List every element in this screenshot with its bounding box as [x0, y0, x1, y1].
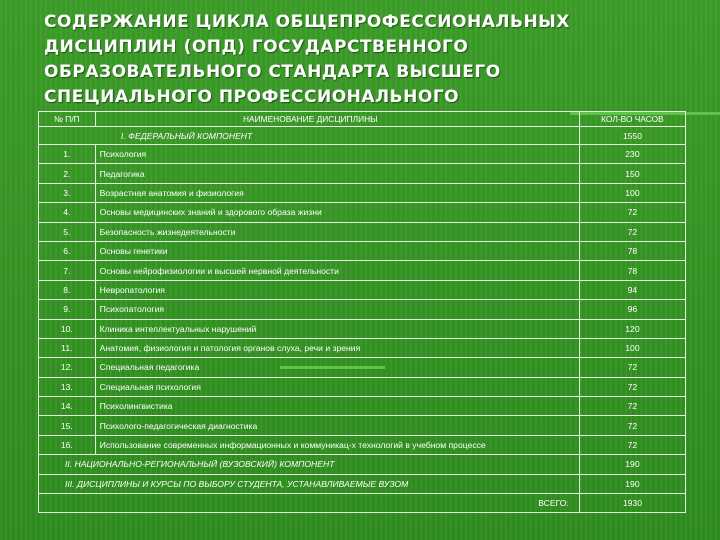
elective-component-hours: 190: [579, 474, 685, 493]
table-row: [39, 183, 686, 202]
row-name: Психолого-педагогическая диагностика: [95, 416, 579, 435]
row-name: Психолингвистика: [95, 397, 579, 416]
regional-component-row: [39, 455, 686, 474]
federal-component-row: [39, 127, 686, 145]
row-hours: 72: [579, 377, 685, 396]
table-row: [39, 241, 686, 260]
curriculum-table: [38, 111, 686, 513]
table-row: [39, 397, 686, 416]
row-hours: 100: [579, 183, 685, 202]
title-line-2: ДИСЦИПЛИН (ОПД) ГОСУДАРСТВЕННОГО: [44, 37, 469, 57]
row-num: 6.: [39, 241, 96, 260]
header-hours: КОЛ-ВО ЧАСОВ: [579, 112, 685, 127]
regional-component-label: II. НАЦИОНАЛЬНО-РЕГИОНАЛЬНЫЙ (ВУЗОВСКИЙ) КОМПОНЕНТ: [39, 455, 580, 474]
row-name: Психология: [95, 145, 579, 164]
total-label: ВСЕГО:: [39, 494, 580, 513]
row-name: Специальная психология: [95, 377, 579, 396]
table-row: [39, 280, 686, 299]
row-num: 2.: [39, 164, 96, 183]
table-row: [39, 377, 686, 396]
row-hours: 72: [579, 397, 685, 416]
table-row: [39, 435, 686, 454]
row-hours: 120: [579, 319, 685, 338]
row-num: 7.: [39, 261, 96, 280]
row-name: Возрастная анатомия и физиология: [95, 183, 579, 202]
federal-component-hours: 1550: [579, 127, 685, 145]
row-hours: 94: [579, 280, 685, 299]
row-name: Специальная педагогика: [95, 358, 579, 377]
row-num: 16.: [39, 435, 96, 454]
regional-component-hours: 190: [579, 455, 685, 474]
table-row: [39, 300, 686, 319]
row-num: 9.: [39, 300, 96, 319]
row-num: 3.: [39, 183, 96, 202]
header-name: НАИМЕНОВАНИЕ ДИСЦИПЛИНЫ: [95, 112, 579, 127]
row-num: 15.: [39, 416, 96, 435]
elective-component-label: III. ДИСЦИПЛИНЫ И КУРСЫ ПО ВЫБОРУ СТУДЕНТА, УСТАНАВЛИВАЕМЫЕ ВУЗОМ: [39, 474, 580, 493]
row-name: Клиника интеллектуальных нарушений: [95, 319, 579, 338]
row-num: 10.: [39, 319, 96, 338]
row-name: Основы нейрофизиологии и высшей нервной деятельности: [95, 261, 579, 280]
table-row: [39, 416, 686, 435]
row-num: 12.: [39, 358, 96, 377]
table-row: [39, 145, 686, 164]
table-row: [39, 319, 686, 338]
table-row: [39, 338, 686, 357]
row-hours: 72: [579, 416, 685, 435]
row-name: Основы медицинских знаний и здорового образа жизни: [95, 203, 579, 222]
row-num: 5.: [39, 222, 96, 241]
row-name: Основы генетики: [95, 241, 579, 260]
header-num: № П/П: [39, 112, 96, 127]
federal-component-label: I. ФЕДЕРАЛЬНЫЙ КОМПОНЕНТ: [39, 127, 580, 145]
row-num: 13.: [39, 377, 96, 396]
row-name: Использование современных информационных и коммуникац-х технологий в учебном процессе: [95, 435, 579, 454]
row-name: Психопатология: [95, 300, 579, 319]
page-title: [44, 10, 684, 110]
table-row: [39, 203, 686, 222]
row-num: 14.: [39, 397, 96, 416]
row-hours: 72: [579, 222, 685, 241]
table-row: [39, 164, 686, 183]
row-hours: 150: [579, 164, 685, 183]
row-hours: 72: [579, 435, 685, 454]
row-hours: 72: [579, 203, 685, 222]
row-num: 8.: [39, 280, 96, 299]
row-name: Невропатология: [95, 280, 579, 299]
row-hours: 100: [579, 338, 685, 357]
row-num: 1.: [39, 145, 96, 164]
row-hours: 78: [579, 241, 685, 260]
row-hours: 72: [579, 358, 685, 377]
row-name: Педагогика: [95, 164, 579, 183]
title-line-3: ОБРАЗОВАТЕЛЬНОГО СТАНДАРТА ВЫСШЕГО: [44, 62, 501, 82]
total-row: [39, 494, 686, 513]
elective-component-row: [39, 474, 686, 493]
title-line-4: СПЕЦИАЛЬНОГО ПРОФЕССИОНАЛЬНОГО: [44, 87, 460, 107]
row-name: Безопасность жизнедеятельности: [95, 222, 579, 241]
row-hours: 78: [579, 261, 685, 280]
total-hours: 1930: [579, 494, 685, 513]
row-name: Анатомия, физиология и патология органов слуха, речи и зрения: [95, 338, 579, 357]
row-hours: 230: [579, 145, 685, 164]
title-line-1: СОДЕРЖАНИЕ ЦИКЛА ОБЩЕПРОФЕССИОНАЛЬНЫХ: [44, 12, 570, 32]
table-row: [39, 358, 686, 377]
row-num: 4.: [39, 203, 96, 222]
table-row: [39, 222, 686, 241]
table-header-row: [39, 112, 686, 127]
row-hours: 96: [579, 300, 685, 319]
table-row: [39, 261, 686, 280]
row-num: 11.: [39, 338, 96, 357]
